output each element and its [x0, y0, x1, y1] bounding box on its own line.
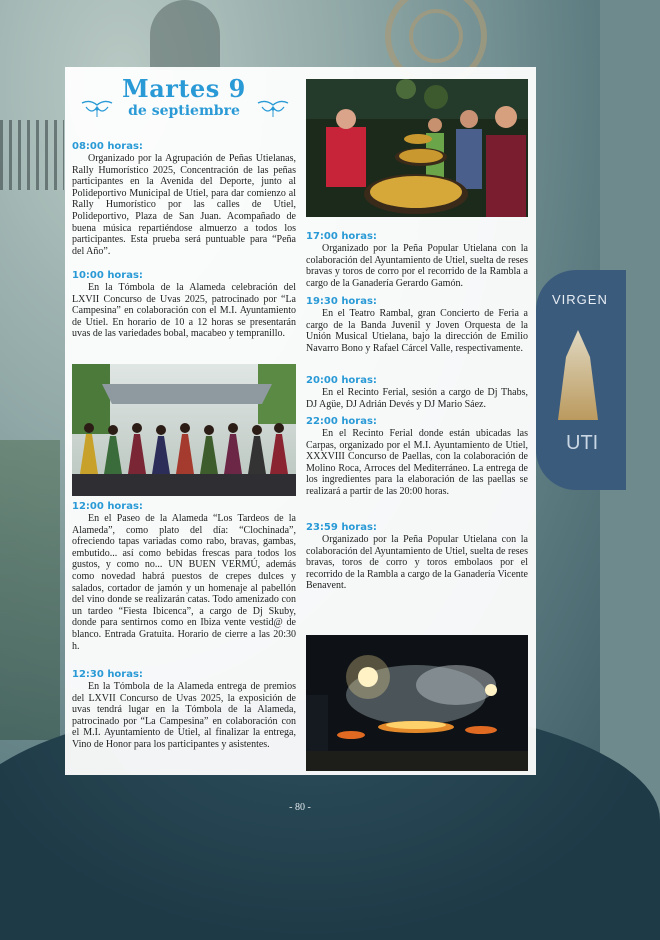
event-block	[72, 501, 296, 652]
right-ornament-icon	[256, 97, 290, 119]
event-time: 17:00 horas:	[306, 231, 377, 242]
background-arch	[150, 0, 220, 70]
background-banner-text-2: UTI	[566, 432, 599, 454]
event-time: 22:00 horas:	[306, 416, 377, 427]
event-time: 20:00 horas:	[306, 375, 377, 386]
event-block	[306, 416, 528, 498]
event-time: 12:30 horas:	[72, 669, 143, 680]
event-block	[306, 296, 528, 354]
event-text: Organizado por la Agrupación de Peñas Utielanas, Rally Humorístico 2025, Concentración de las peñas participantes en la Avenida del Deporte, junto al Polideportivo Municipal de Utiel, para dar comienzo al Rally Humorístico por las calles de Utiel, Polideportivo, Plaza de San Juan. Acompañado de buena música repartiéndose almuerzo a todos los participantes. Esta prueba será puntuable para “Peña del Año”.	[72, 153, 296, 257]
day-title-main: Martes 9	[122, 74, 246, 103]
event-text: En la Tómbola de la Alameda celebración del LXVII Concurso de Uvas 2025, patrocinado por “La Campesina” en colaboración con el M.I. Ayuntamiento de Utiel. En horario de 10 a 12 horas se presentarán uvas de las variedades bobal, macabeo y tempranillo.	[72, 282, 296, 340]
dancers-photo-illustration	[72, 364, 296, 496]
event-time: 08:00 horas:	[72, 141, 143, 152]
event-text: En el Recinto Ferial, sesión a cargo de Dj Thabs, DJ Agüe, DJ Adrián Devés y DJ Mario Sáez.	[306, 387, 528, 410]
program-card	[65, 67, 536, 775]
event-block	[306, 231, 528, 289]
day-title	[72, 75, 296, 139]
event-text: En el Recinto Ferial donde están ubicadas las Carpas, organizado por el M.I. Ayuntamiento de Utiel, XXXVIII Concurso de Paellas, con la colaboración de Molino Roca, Arroces del Mediterráneo. La entrega de los ingredientes para la elaboración de las paellas se realizará a partir de las 20:00 horas.	[306, 428, 528, 497]
night-fire-photo-illustration	[306, 635, 528, 771]
day-title-sub: de septiembre	[128, 103, 240, 119]
event-block	[72, 270, 296, 340]
event-text: En la Tómbola de la Alameda entrega de premios del LXVII Concurso de Uvas 2025, la exposición de uvas tendrá lugar en la Tómbola de la Alameda, patrocinado por “La Campesina” en colaboración con el M.I. Ayuntamiento de Utiel, al finalizar la entrega, Vino de Honor para los participantes y asistentes.	[72, 681, 296, 750]
event-text: En el Paseo de la Alameda “Los Tardeos de la Alameda”, como plato del día: “Clochinada”, ofreciendo tapas variadas como rabo, bravas, gambas, embutido... así como bebidas frescas para todos los gustos, y como no... UN BUEN VERMÚ, además como novedad habrá puestos de crepes dulces y salados, cortador de jamón y un homenaje al pabellón del vino donde se realizarán catas. Todo amenizado con un tardeo “Fiesta Ibicenca”, a cargo de Dj Skuby, donde para sentirnos como en Ibiza vente vestid@ de blanco. Entrada Gratuita. Horario de cierre a las 20:30 h.	[72, 513, 296, 652]
event-text: En el Teatro Rambal, gran Concierto de Feria a cargo de la Banda Juvenil y Joven Orquesta de la Unión Musical Utielana, bajo la dirección de Emilio Navarro Bono y Rafael Cárcel Valle, respectivamente.	[306, 308, 528, 354]
event-time: 10:00 horas:	[72, 270, 143, 281]
background-crowd	[0, 440, 60, 740]
paella-photo-illustration	[306, 79, 528, 217]
paella-photo	[306, 79, 528, 217]
event-time: 23:59 horas:	[306, 522, 377, 533]
page-number: - 80 -	[289, 802, 311, 813]
background-banner-text: VIRGEN	[552, 292, 608, 307]
dancers-photo	[72, 364, 296, 496]
event-block	[72, 669, 296, 751]
event-block	[306, 375, 528, 410]
event-text: Organizado por la Peña Popular Utielana con la colaboración del Ayuntamiento de Utiel, suelta de reses bravas, toros de corro y toros embolaos por el recorrido de la Rambla a cargo de la Ganadería Vicente Benavent.	[306, 534, 528, 592]
event-text: Organizado por la Peña Popular Utielana con la colaboración del Ayuntamiento de Utiel, suelta de reses bravas y toros de corro por el recorrido de la Rambla a cargo de la Ganadería Gerardo Gamón.	[306, 243, 528, 289]
event-block	[306, 522, 528, 592]
event-time: 12:00 horas:	[72, 501, 143, 512]
night-fire-photo	[306, 635, 528, 771]
left-ornament-icon	[80, 97, 114, 119]
event-time: 19:30 horas:	[306, 296, 377, 307]
event-block	[72, 141, 296, 257]
background-balcony	[0, 120, 64, 190]
